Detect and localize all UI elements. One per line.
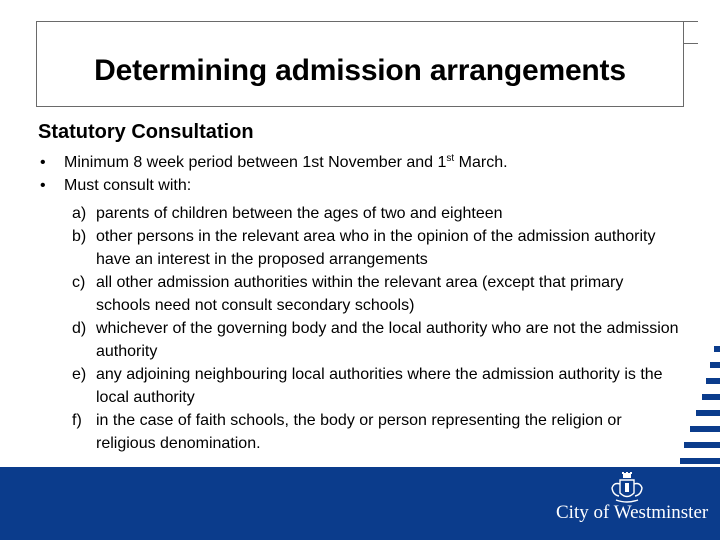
- consultee-list: [72, 202, 682, 455]
- bullet-dot: •: [40, 177, 46, 194]
- bullet-text: Must consult with:: [64, 177, 192, 194]
- corner-line-bottom: [684, 43, 698, 44]
- corner-line-top: [684, 21, 698, 22]
- list-item: b) other persons in the relevant area who in the opinion of the admission authority have an interest in the proposed arrangements: [72, 228, 656, 268]
- list-item: f) in the case of faith schools, the body or person representing the religion or religious denomination.: [72, 412, 622, 452]
- title-box: [36, 21, 684, 107]
- list-item: e) any adjoining neighbouring local authorities where the admission authority is the local authority: [72, 366, 663, 406]
- list-item: a) parents of children between the ages of two and eighteen: [72, 205, 503, 222]
- bullet-text: Minimum 8 week period between 1st November and 1st March.: [64, 153, 508, 171]
- slide-subtitle: Statutory Consultation: [38, 121, 254, 143]
- list-item: d) whichever of the governing body and the local authority who are not the admission authority: [72, 320, 679, 360]
- bullet-dot: •: [40, 154, 46, 171]
- slide-title: Determining admission arrangements: [94, 54, 626, 87]
- list-item: c) all other admission authorities within the relevant area (except that primary schools need not consult secondary schools): [72, 274, 624, 314]
- organisation-name: City of Westminster: [556, 502, 709, 523]
- footer-stripes: [680, 340, 720, 467]
- westminster-crest-icon: [605, 471, 649, 505]
